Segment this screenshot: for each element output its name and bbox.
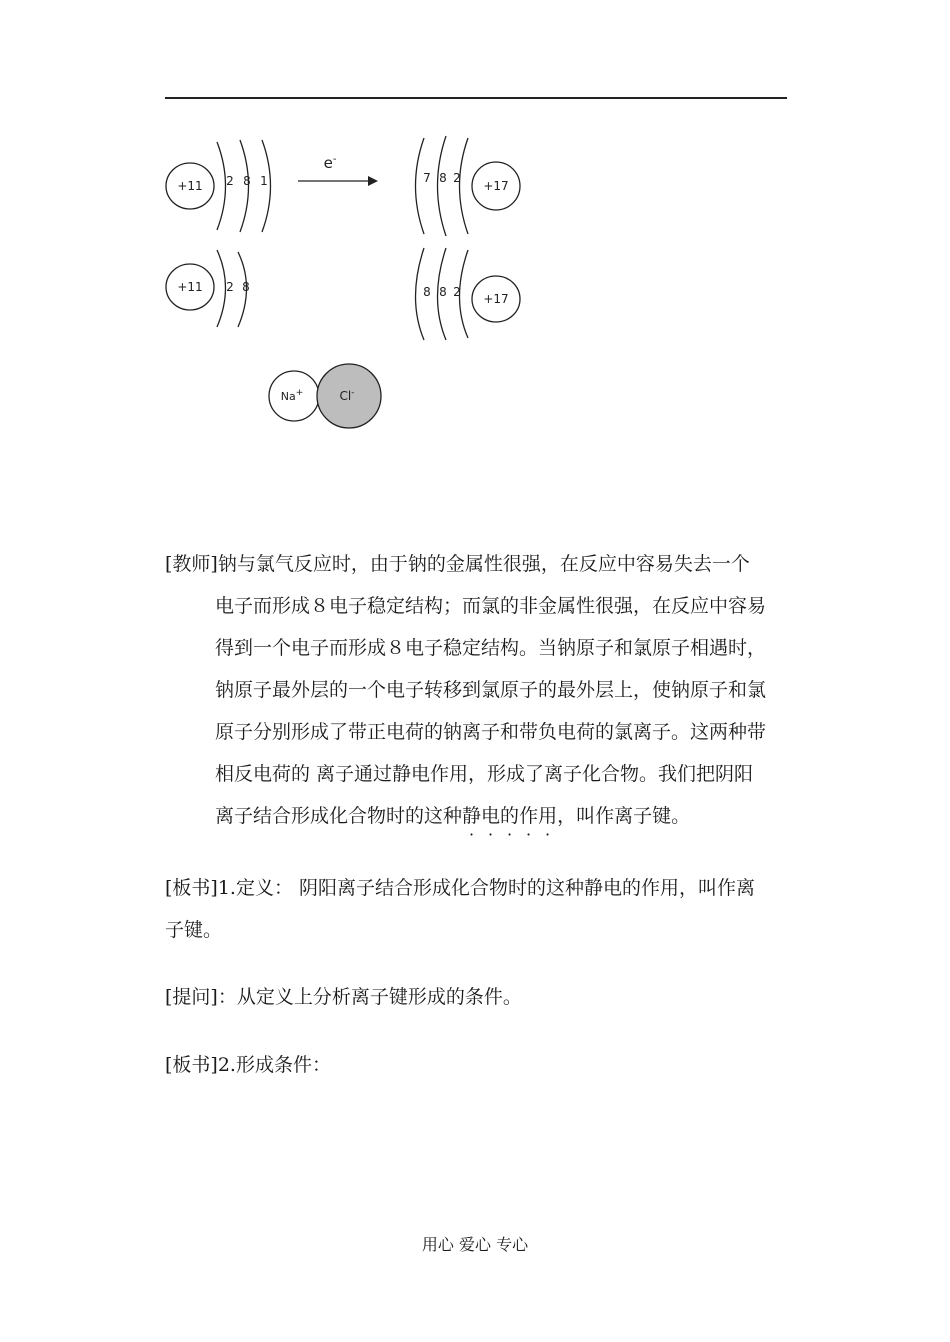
na-ion-shell-1 [217, 250, 226, 327]
cl-nucleus-label: +17 [483, 179, 509, 193]
arrow-head [368, 176, 378, 186]
board-definition-line-1: [板书]1.定义： 阴阳离子结合形成化合物时的这种静电的作用，叫作离 [165, 877, 755, 899]
na-nucleus-label: +11 [177, 179, 203, 193]
emphasis-char: 用 [538, 805, 558, 827]
na-ion-shell-count-2: 8 [242, 280, 250, 294]
page-footer: 用心 爱心 专心 [421, 1235, 529, 1254]
teacher-line-7 [165, 795, 790, 837]
cl-ion-shell-count-1: 8 [423, 285, 431, 299]
question-line: [提问]：从定义上分析离子键形成的条件。 [165, 986, 522, 1008]
teacher-line-4: 钠原子最外层的一个电子转移到氯原子的最外层上，使钠原子和氯 [215, 679, 767, 701]
na-ion-shell-count-1: 2 [226, 280, 234, 294]
na-shell-1 [217, 142, 226, 230]
cl-shell-count-1: 7 [423, 171, 431, 185]
cl-ion-symbol: Cl- [339, 388, 355, 403]
header-rule [165, 97, 787, 99]
teacher-line-2: 电子而形成８电子稳定结构；而氯的非金属性很强，在反应中容易 [215, 595, 767, 617]
board-definition-paragraph [165, 867, 790, 951]
cl-shell-count-2: 8 [439, 171, 447, 185]
na-shell-count-1: 2 [226, 174, 234, 188]
cl-shell-2 [438, 136, 447, 236]
cl-shell-1 [460, 138, 469, 234]
cl-ion-shell-count-3: 2 [453, 285, 461, 299]
board-conditions-line: [板书]2.形成条件： [165, 1054, 331, 1076]
teacher-line-5: 原子分别形成了带正电荷的钠离子和带负电荷的氯离子。这两种带 [215, 721, 767, 743]
cl-ion-shell-count-2: 8 [439, 285, 447, 299]
cl-shell-count-3: 2 [453, 171, 461, 185]
emphasis-char: 静 [462, 805, 482, 827]
cl-ion-nucleus-label: +17 [483, 292, 509, 306]
cl-shell-3 [416, 138, 425, 234]
na-shell-count-3: 1 [260, 174, 268, 188]
electron-label: e- [323, 154, 337, 172]
teacher-line-6: 相反电荷的 离子通过静电作用，形成了离子化合物。我们把阴阳 [215, 763, 754, 785]
emphasis-char: 作 [519, 805, 539, 827]
na-ion-symbol: Na+ [280, 388, 304, 403]
board-conditions-paragraph [165, 1044, 790, 1086]
na-ion-nucleus-label: +11 [177, 280, 203, 294]
atom-structure-diagram [150, 120, 550, 430]
na-shell-count-2: 8 [243, 174, 251, 188]
teacher-paragraph [165, 543, 790, 837]
teacher-line-7-start: 离子结合形成化合物时的这种 [215, 805, 463, 827]
teacher-line-7-end: ，叫作离子键。 [557, 805, 691, 827]
teacher-line-3: 得到一个电子而形成８电子稳定结构。当钠原子和氯原子相遇时， [215, 637, 767, 659]
teacher-line-1: [教师]钠与氯气反应时，由于钠的金属性很强，在反应中容易失去一个 [165, 553, 750, 575]
emphasis-char: 电 [481, 805, 501, 827]
question-paragraph [165, 976, 790, 1018]
board-definition-line-2: 子键。 [165, 919, 223, 941]
emphasis-char: 的 [500, 805, 520, 827]
